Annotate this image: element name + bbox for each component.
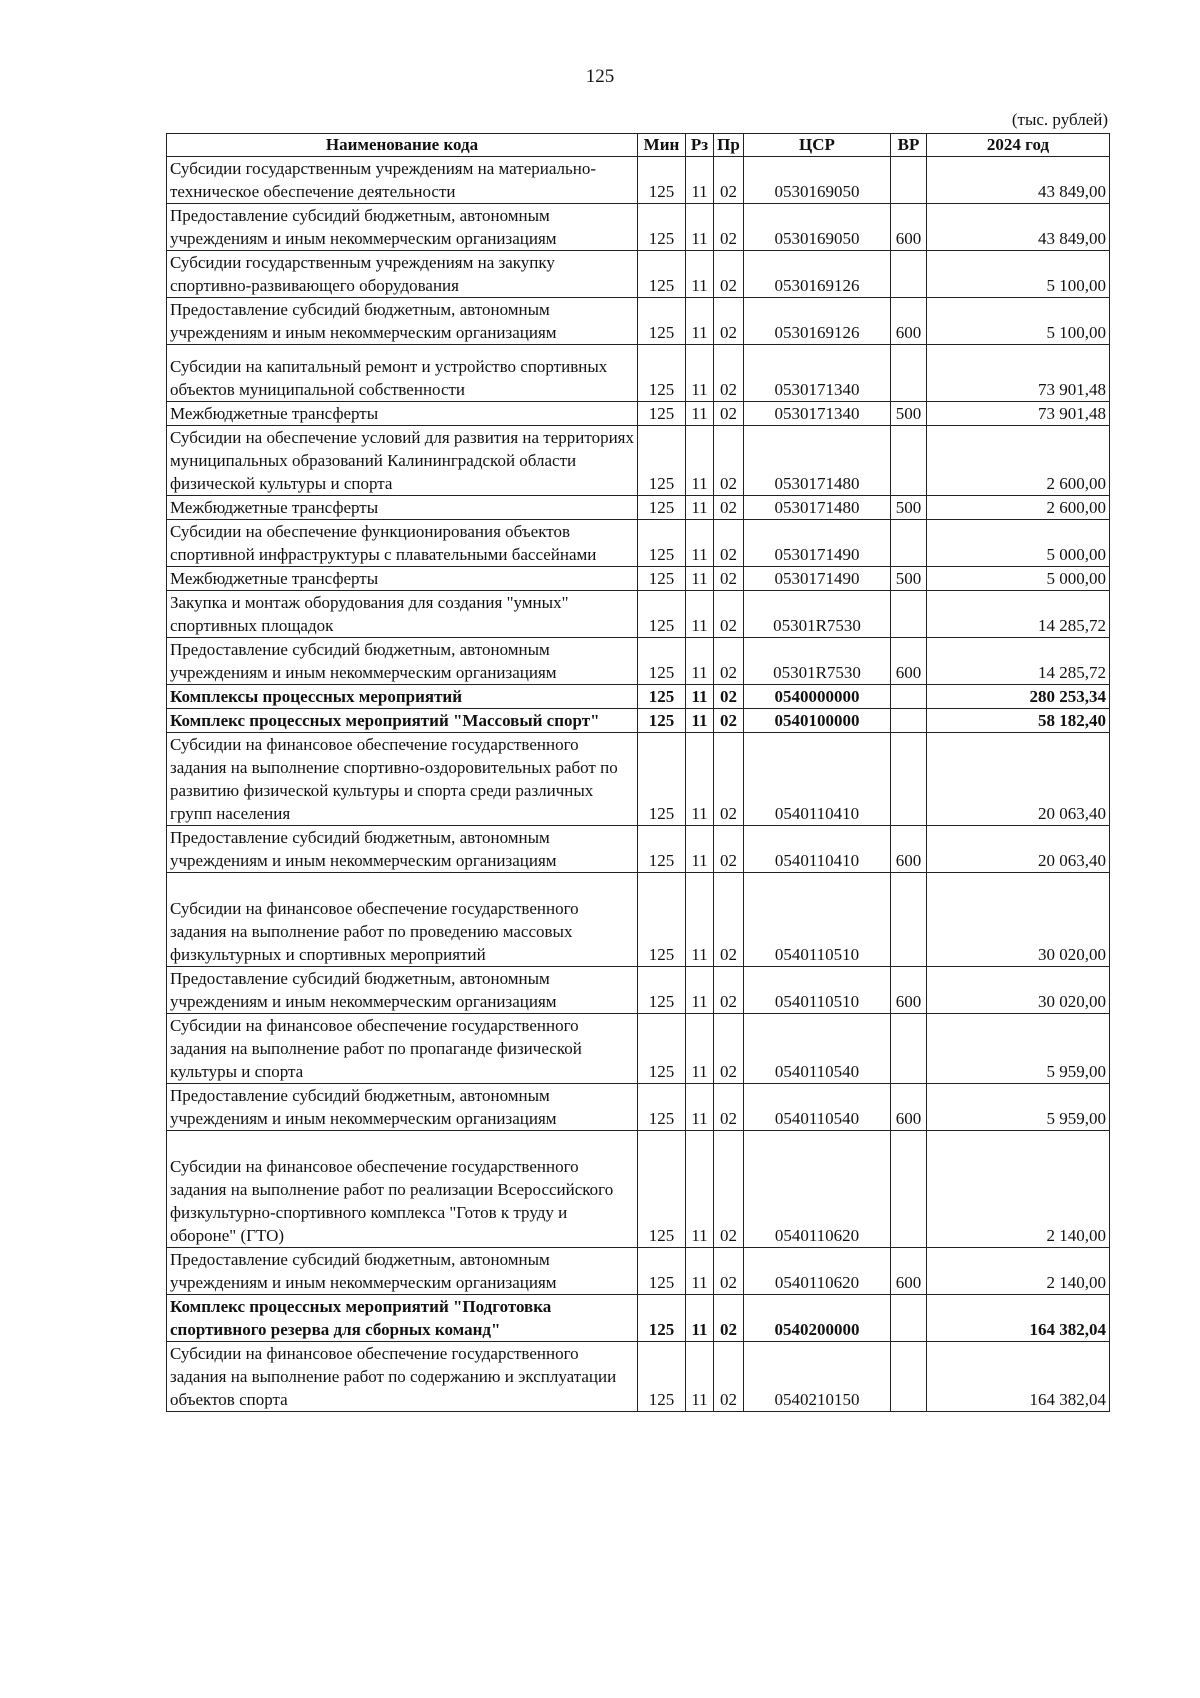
row-csr: 0530169126 <box>744 298 891 345</box>
header-year: 2024 год <box>927 134 1110 157</box>
header-vr: ВР <box>891 134 927 157</box>
row-csr: 0530171480 <box>744 496 891 520</box>
row-name: Субсидии на финансовое обеспечение государственного задания на выполнение работ по содержанию и эксплуатации объектов спорта <box>167 1342 638 1412</box>
table-row <box>167 1014 1110 1084</box>
header-csr: ЦСР <box>744 134 891 157</box>
table-row <box>167 826 1110 873</box>
row-min: 125 <box>638 709 686 733</box>
row-name: Субсидии государственным учреждениям на материально-техническое обеспечение деятельности <box>167 157 638 204</box>
row-min: 125 <box>638 298 686 345</box>
row-vr <box>891 157 927 204</box>
row-amount: 43 849,00 <box>927 204 1110 251</box>
row-vr <box>891 591 927 638</box>
row-rz: 11 <box>686 298 714 345</box>
row-name: Комплекс процессных мероприятий "Массовый спорт" <box>167 709 638 733</box>
row-min: 125 <box>638 426 686 496</box>
table-row <box>167 345 1110 402</box>
page-number: 125 <box>585 66 615 87</box>
row-name: Предоставление субсидий бюджетным, автономным учреждениям и иным некоммерческим организациям <box>167 298 638 345</box>
row-pr: 02 <box>714 709 744 733</box>
row-rz: 11 <box>686 685 714 709</box>
row-csr: 0530169126 <box>744 251 891 298</box>
row-pr: 02 <box>714 685 744 709</box>
row-rz: 11 <box>686 520 714 567</box>
row-vr: 600 <box>891 638 927 685</box>
table-row <box>167 251 1110 298</box>
row-name: Предоставление субсидий бюджетным, автономным учреждениям и иным некоммерческим организациям <box>167 204 638 251</box>
row-rz: 11 <box>686 251 714 298</box>
row-csr: 0540110540 <box>744 1084 891 1131</box>
row-min: 125 <box>638 345 686 402</box>
header-rz: Рз <box>686 134 714 157</box>
row-vr <box>891 1342 927 1412</box>
row-csr: 05301R7530 <box>744 591 891 638</box>
table-row-section <box>167 709 1110 733</box>
row-vr: 500 <box>891 402 927 426</box>
row-vr <box>891 345 927 402</box>
row-name: Комплекс процессных мероприятий "Подготовка спортивного резерва для сборных команд" <box>167 1295 638 1342</box>
header-pr: Пр <box>714 134 744 157</box>
row-name: Субсидии на обеспечение функционирования объектов спортивной инфраструктуры с плавательными бассейнами <box>167 520 638 567</box>
row-name: Межбюджетные трансферты <box>167 496 638 520</box>
row-amount: 5 100,00 <box>927 251 1110 298</box>
row-name: Предоставление субсидий бюджетным, автономным учреждениям и иным некоммерческим организациям <box>167 1084 638 1131</box>
row-vr: 600 <box>891 204 927 251</box>
row-pr: 02 <box>714 251 744 298</box>
row-min: 125 <box>638 520 686 567</box>
row-min: 125 <box>638 1342 686 1412</box>
row-min: 125 <box>638 591 686 638</box>
row-amount: 14 285,72 <box>927 591 1110 638</box>
row-amount: 164 382,04 <box>927 1295 1110 1342</box>
row-pr: 02 <box>714 967 744 1014</box>
row-pr: 02 <box>714 873 744 967</box>
row-name: Субсидии государственным учреждениям на закупку спортивно-развивающего оборудования <box>167 251 638 298</box>
budget-table <box>166 133 1110 1412</box>
row-pr: 02 <box>714 1295 744 1342</box>
row-csr: 0530169050 <box>744 204 891 251</box>
row-vr <box>891 1131 927 1248</box>
table-row <box>167 402 1110 426</box>
row-rz: 11 <box>686 1295 714 1342</box>
row-amount: 20 063,40 <box>927 826 1110 873</box>
row-csr: 0540200000 <box>744 1295 891 1342</box>
row-pr: 02 <box>714 402 744 426</box>
row-rz: 11 <box>686 402 714 426</box>
row-min: 125 <box>638 496 686 520</box>
row-csr: 0540110510 <box>744 873 891 967</box>
row-amount: 73 901,48 <box>927 345 1110 402</box>
row-rz: 11 <box>686 426 714 496</box>
row-min: 125 <box>638 1084 686 1131</box>
row-pr: 02 <box>714 426 744 496</box>
table-row <box>167 1342 1110 1412</box>
row-pr: 02 <box>714 567 744 591</box>
table-row <box>167 873 1110 967</box>
row-vr: 500 <box>891 567 927 591</box>
row-min: 125 <box>638 251 686 298</box>
row-min: 125 <box>638 638 686 685</box>
row-rz: 11 <box>686 591 714 638</box>
table-row <box>167 1248 1110 1295</box>
row-pr: 02 <box>714 298 744 345</box>
row-amount: 20 063,40 <box>927 733 1110 826</box>
row-pr: 02 <box>714 157 744 204</box>
row-rz: 11 <box>686 967 714 1014</box>
row-csr: 0540110620 <box>744 1248 891 1295</box>
row-rz: 11 <box>686 638 714 685</box>
row-rz: 11 <box>686 204 714 251</box>
row-csr: 0540110620 <box>744 1131 891 1248</box>
row-amount: 30 020,00 <box>927 967 1110 1014</box>
table-row <box>167 426 1110 496</box>
row-csr: 0530171340 <box>744 345 891 402</box>
row-name: Предоставление субсидий бюджетным, автономным учреждениям и иным некоммерческим организациям <box>167 1248 638 1295</box>
row-name: Межбюджетные трансферты <box>167 567 638 591</box>
row-amount: 2 140,00 <box>927 1248 1110 1295</box>
row-csr: 0540000000 <box>744 685 891 709</box>
row-name: Предоставление субсидий бюджетным, автономным учреждениям и иным некоммерческим организациям <box>167 826 638 873</box>
row-name: Субсидии на финансовое обеспечение государственного задания на выполнение спортивно-оздоровительных работ по развитию физической культуры и спорта среди различных групп населения <box>167 733 638 826</box>
row-min: 125 <box>638 1131 686 1248</box>
row-name: Предоставление субсидий бюджетным, автономным учреждениям и иным некоммерческим организациям <box>167 967 638 1014</box>
table-row <box>167 591 1110 638</box>
table-row <box>167 638 1110 685</box>
row-vr: 600 <box>891 1248 927 1295</box>
row-rz: 11 <box>686 709 714 733</box>
row-pr: 02 <box>714 345 744 402</box>
row-rz: 11 <box>686 345 714 402</box>
row-name: Субсидии на финансовое обеспечение государственного задания на выполнение работ по пропаганде физической культуры и спорта <box>167 1014 638 1084</box>
row-csr: 0530171490 <box>744 520 891 567</box>
row-min: 125 <box>638 1014 686 1084</box>
row-amount: 58 182,40 <box>927 709 1110 733</box>
row-min: 125 <box>638 733 686 826</box>
table-row <box>167 496 1110 520</box>
row-rz: 11 <box>686 733 714 826</box>
row-min: 125 <box>638 873 686 967</box>
row-pr: 02 <box>714 1248 744 1295</box>
table-row <box>167 204 1110 251</box>
row-min: 125 <box>638 567 686 591</box>
row-amount: 5 959,00 <box>927 1084 1110 1131</box>
row-vr <box>891 426 927 496</box>
row-amount: 43 849,00 <box>927 157 1110 204</box>
row-vr: 600 <box>891 967 927 1014</box>
row-min: 125 <box>638 685 686 709</box>
row-amount: 5 959,00 <box>927 1014 1110 1084</box>
units-note: (тыс. рублей) <box>1011 110 1108 129</box>
row-rz: 11 <box>686 496 714 520</box>
row-name: Предоставление субсидий бюджетным, автономным учреждениям и иным некоммерческим организациям <box>167 638 638 685</box>
row-vr: 600 <box>891 298 927 345</box>
row-csr: 0540110540 <box>744 1014 891 1084</box>
table-row <box>167 157 1110 204</box>
row-amount: 5 000,00 <box>927 520 1110 567</box>
row-csr: 0540110410 <box>744 733 891 826</box>
row-rz: 11 <box>686 567 714 591</box>
table-row-section <box>167 1295 1110 1342</box>
row-min: 125 <box>638 204 686 251</box>
table-row <box>167 967 1110 1014</box>
row-vr: 600 <box>891 1084 927 1131</box>
row-min: 125 <box>638 157 686 204</box>
row-pr: 02 <box>714 591 744 638</box>
row-name: Субсидии на обеспечение условий для развития на территориях муниципальных образований Калининградской области физической культуры и спорта <box>167 426 638 496</box>
row-pr: 02 <box>714 1131 744 1248</box>
table-row <box>167 298 1110 345</box>
row-vr <box>891 685 927 709</box>
row-vr <box>891 873 927 967</box>
row-name: Субсидии на финансовое обеспечение государственного задания на выполнение работ по реализации Всероссийского физкультурно-спортивного комплекса "Готов к труду и обороне" (ГТО) <box>167 1131 638 1248</box>
row-name: Субсидии на капитальный ремонт и устройство спортивных объектов муниципальной собственности <box>167 345 638 402</box>
row-amount: 2 600,00 <box>927 496 1110 520</box>
row-min: 125 <box>638 826 686 873</box>
row-vr <box>891 1014 927 1084</box>
row-amount: 5 100,00 <box>927 298 1110 345</box>
row-name: Закупка и монтаж оборудования для создания "умных" спортивных площадок <box>167 591 638 638</box>
row-amount: 2 140,00 <box>927 1131 1110 1248</box>
row-rz: 11 <box>686 1248 714 1295</box>
row-rz: 11 <box>686 1014 714 1084</box>
table-header-row <box>167 134 1110 157</box>
row-pr: 02 <box>714 204 744 251</box>
row-name: Субсидии на финансовое обеспечение государственного задания на выполнение работ по проведению массовых физкультурных и спортивных мероприятий <box>167 873 638 967</box>
header-name: Наименование кода <box>167 134 638 157</box>
table-row <box>167 567 1110 591</box>
row-amount: 73 901,48 <box>927 402 1110 426</box>
row-vr <box>891 733 927 826</box>
row-name: Комплексы процессных мероприятий <box>167 685 638 709</box>
row-pr: 02 <box>714 733 744 826</box>
row-vr <box>891 1295 927 1342</box>
table-row-section <box>167 685 1110 709</box>
row-min: 125 <box>638 1295 686 1342</box>
row-csr: 0530171480 <box>744 426 891 496</box>
row-vr <box>891 709 927 733</box>
row-amount: 30 020,00 <box>927 873 1110 967</box>
row-pr: 02 <box>714 520 744 567</box>
row-csr: 0540210150 <box>744 1342 891 1412</box>
row-min: 125 <box>638 1248 686 1295</box>
row-rz: 11 <box>686 826 714 873</box>
table-row <box>167 1131 1110 1248</box>
row-csr: 05301R7530 <box>744 638 891 685</box>
row-csr: 0540110510 <box>744 967 891 1014</box>
table-row <box>167 1084 1110 1131</box>
table-row <box>167 520 1110 567</box>
row-vr <box>891 520 927 567</box>
row-name: Межбюджетные трансферты <box>167 402 638 426</box>
row-amount: 14 285,72 <box>927 638 1110 685</box>
row-min: 125 <box>638 967 686 1014</box>
row-pr: 02 <box>714 496 744 520</box>
row-pr: 02 <box>714 1084 744 1131</box>
row-rz: 11 <box>686 1342 714 1412</box>
row-pr: 02 <box>714 1014 744 1084</box>
row-rz: 11 <box>686 873 714 967</box>
row-csr: 0540110410 <box>744 826 891 873</box>
row-rz: 11 <box>686 157 714 204</box>
row-pr: 02 <box>714 638 744 685</box>
row-vr: 600 <box>891 826 927 873</box>
row-pr: 02 <box>714 1342 744 1412</box>
row-vr: 500 <box>891 496 927 520</box>
row-rz: 11 <box>686 1084 714 1131</box>
row-vr <box>891 251 927 298</box>
row-amount: 5 000,00 <box>927 567 1110 591</box>
row-amount: 2 600,00 <box>927 426 1110 496</box>
row-pr: 02 <box>714 826 744 873</box>
row-csr: 0540100000 <box>744 709 891 733</box>
row-csr: 0530171340 <box>744 402 891 426</box>
row-rz: 11 <box>686 1131 714 1248</box>
row-csr: 0530171490 <box>744 567 891 591</box>
header-min: Мин <box>638 134 686 157</box>
row-csr: 0530169050 <box>744 157 891 204</box>
row-min: 125 <box>638 402 686 426</box>
row-amount: 164 382,04 <box>927 1342 1110 1412</box>
row-amount: 280 253,34 <box>927 685 1110 709</box>
table-row <box>167 733 1110 826</box>
